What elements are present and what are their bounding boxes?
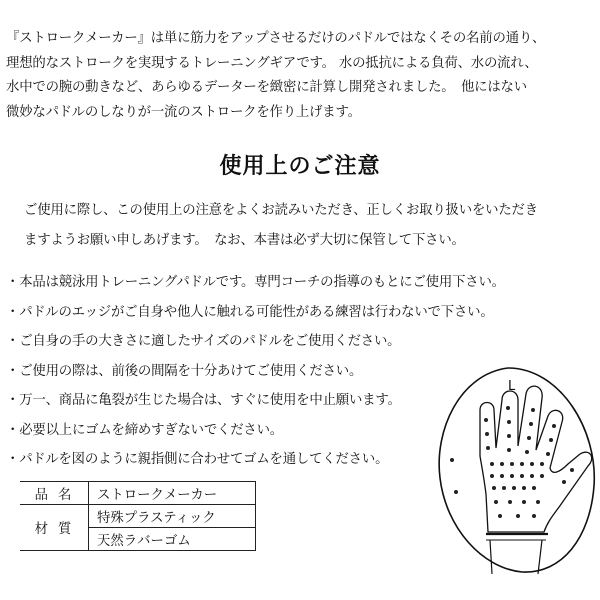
caution-item: ・ご使用の際は、前後の間隔を十分あけてご使用ください。 [6,363,363,379]
caution-item: ・万一、商品に亀裂が生じた場合は、すぐに使用を中止願います。 [6,393,401,408]
caution-item: ・パドルのエッジがご自身や他人に触れる可能性がある練習は行わないで下さい。 [6,304,494,320]
spec-label-material: 材質 [20,505,89,551]
section-title: 使用上のご注意 [219,154,381,179]
spec-value-name: ストロークメーカー [89,482,256,505]
spec-value-material: 天然ラバーゴム [89,528,256,551]
spec-row-material [20,505,256,528]
caution-item: ・必要以上にゴムを締めすぎないでください。 [6,422,284,438]
caution-item: ・パドルを図のように親指側に合わせてゴムを通してください。 [6,452,389,467]
spec-row-name [20,482,256,505]
intro-line: 水中での腕の動きなど、あらゆるデーターを緻密に計算し開発されました。 他にはない [6,80,527,95]
hand-outline [480,386,592,532]
spec-value-material: 特殊プラスティック [89,505,256,528]
wrist-outline [490,540,542,574]
preface-paragraph [24,196,594,256]
spec-table [20,481,256,551]
spec-label-name: 品名 [20,482,89,505]
intro-line: 『ストロークメーカー』は単に筋力をアップさせるだけのパドルではなくその名前の通り、 [6,31,546,46]
caution-list [6,268,505,475]
intro-line: 微妙なパドルのしなりが一流のストロークを作り上げます。 [6,104,361,120]
paddle-hand-illustration [430,360,600,580]
caution-item: ・ご自身の手の大きさに適したサイズのパドルをご使用ください。 [6,334,401,349]
size-mark: L [508,379,516,394]
intro-line: 理想的なストロークを実現するトレーニングギアです。 水の抵抗による負荷、水の流れ、 [6,55,538,71]
preface-line: ますようお願い申しあげます。 なお、本書は必ず大切に保管して下さい。 [24,233,465,248]
caution-item: ・本品は競泳用トレーニングパドルです。専門コーチの指導のもとにご使用下さい。 [6,275,505,290]
paddle-holes [450,406,574,518]
intro-paragraph [6,27,596,125]
preface-line: ご使用に際し、この使用上の注意をよくお読みいただき、正しくお取り扱いをいただき [24,203,538,218]
